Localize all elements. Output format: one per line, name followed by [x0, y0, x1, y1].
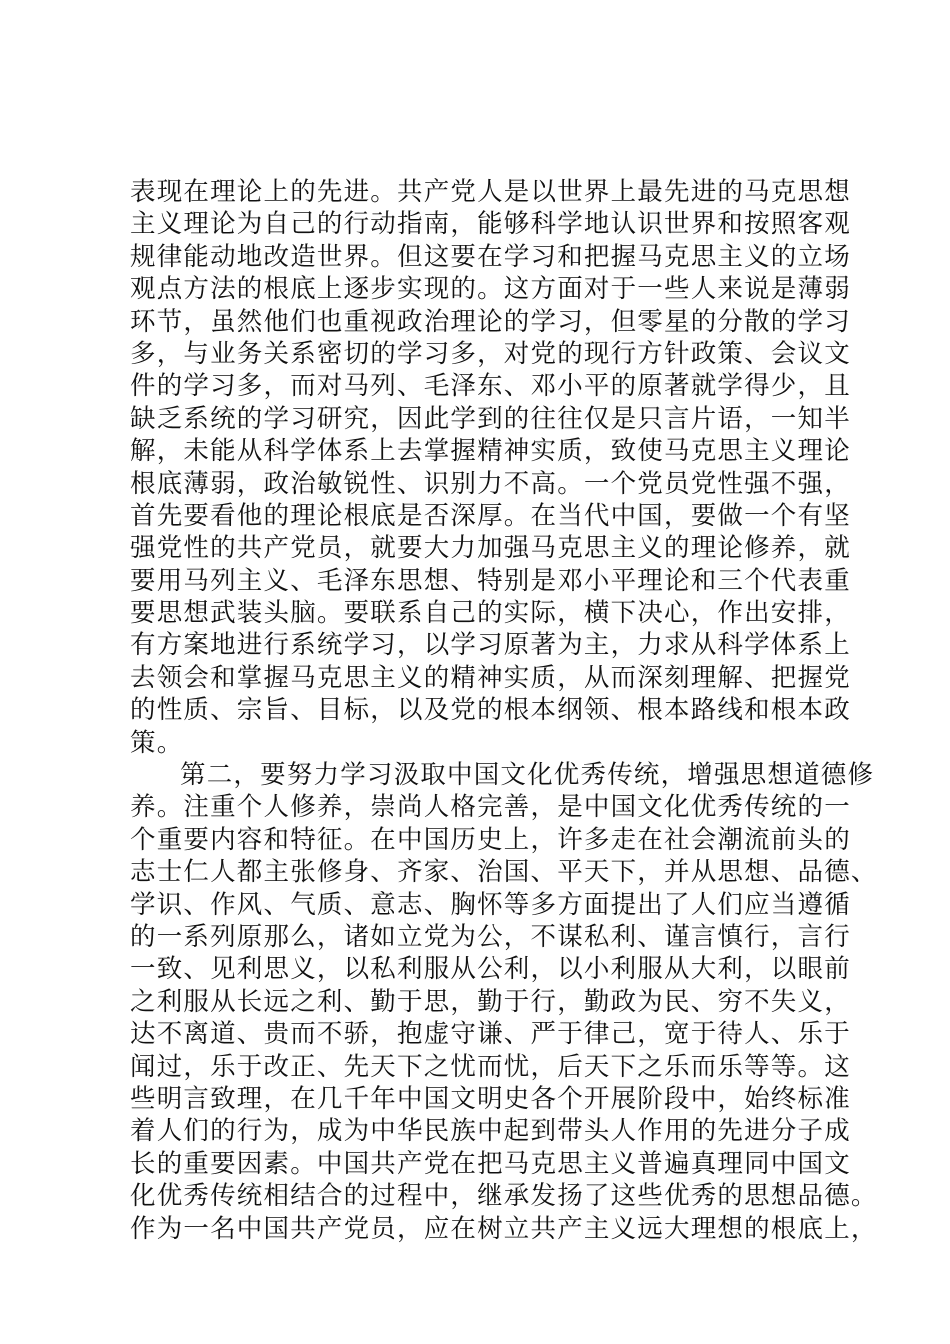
text-line: 缺乏系统的学习研究，因此学到的往往仅是只言片语，一知半 — [130, 403, 851, 434]
text-line: 观点方法的根底上逐步实现的。这方面对于一些人来说是薄弱 — [130, 274, 851, 305]
body-text — [130, 176, 878, 1245]
text-line: 作为一名中国共产党员，应在树立共产主义远大理想的根底上， — [130, 1213, 878, 1244]
text-line: 化优秀传统相结合的过程中，继承发扬了这些优秀的思想品德。 — [130, 1181, 878, 1212]
text-line: 要用马列主义、毛泽东思想、特别是邓小平理论和三个代表重 — [130, 565, 851, 596]
text-line: 着人们的行为，成为中华民族中起到带头人作用的先进分子成 — [130, 1116, 851, 1147]
text-line: 规律能动地改造世界。但这要在学习和把握马克思主义的立场 — [130, 241, 851, 272]
text-line: 些明言致理，在几千年中国文明史各个开展阶段中，始终标准 — [130, 1083, 851, 1114]
text-line: 策。 — [130, 727, 184, 758]
text-line: 个重要内容和特征。在中国历史上，许多走在社会潮流前头的 — [130, 824, 851, 855]
text-line: 的一系列原那么，诸如立党为公，不谋私利、谨言慎行，言行 — [130, 921, 851, 952]
text-line: 要思想武装头脑。要联系自己的实际，横下决心，作出安排， — [130, 598, 851, 629]
text-line: 一致、见利思义，以私利服从公利，以小利服从大利，以眼前 — [130, 954, 851, 985]
text-line: 首先要看他的理论根底是否深厚。在当代中国，要做一个有坚 — [130, 500, 851, 531]
text-line: 闻过，乐于改正、先天下之忧而忧，后天下之乐而乐等等。这 — [130, 1051, 851, 1082]
text-line: 环节，虽然他们也重视政治理论的学习，但零星的分散的学习 — [130, 306, 851, 337]
text-line: 表现在理论上的先进。共产党人是以世界上最先进的马克思想 — [130, 177, 851, 207]
text-line: 长的重要因素。中国共产党在把马克思主义普遍真理同中国文 — [130, 1148, 851, 1179]
text-line: 学识、作风、气质、意志、胸怀等多方面提出了人们应当遵循 — [130, 889, 851, 920]
text-line: 件的学习多，而对马列、毛泽东、邓小平的原著就学得少，且 — [130, 371, 851, 402]
text-line: 主义理论为自己的行动指南，能够科学地认识世界和按照客观 — [130, 209, 851, 240]
text-line: 去领会和掌握马克思主义的精神实质，从而深刻理解、把握党 — [130, 662, 851, 693]
text-line: 养。注重个人修养，崇尚人格完善，是中国文化优秀传统的一 — [130, 792, 851, 823]
paragraph-start-line: 第二，要努力学习汲取中国文化优秀传统，增强思想道德修 — [180, 760, 875, 791]
text-line: 之利服从长远之利、勤于思，勤于行，勤政为民、穷不失义， — [130, 986, 851, 1017]
text-line: 达不离道、贵而不骄，抱虚守谦、严于律己，宽于待人、乐于 — [130, 1019, 851, 1050]
text-line: 志士仁人都主张修身、齐家、治国、平天下，并从思想、品德、 — [130, 857, 878, 888]
text-line: 解，未能从科学体系上去掌握精神实质，致使马克思主义理论 — [130, 436, 851, 467]
text-line: 多，与业务关系密切的学习多，对党的现行方针政策、会议文 — [130, 338, 851, 369]
text-line: 根底薄弱，政治敏锐性、识别力不高。一个党员党性强不强， — [130, 468, 851, 499]
text-line: 强党性的共产党员，就要大力加强马克思主义的理论修养，就 — [130, 533, 851, 564]
text-line: 的性质、宗旨、目标，以及党的根本纲领、根本路线和根本政 — [130, 695, 851, 726]
text-line: 有方案地进行系统学习，以学习原著为主，力求从科学体系上 — [130, 630, 851, 661]
